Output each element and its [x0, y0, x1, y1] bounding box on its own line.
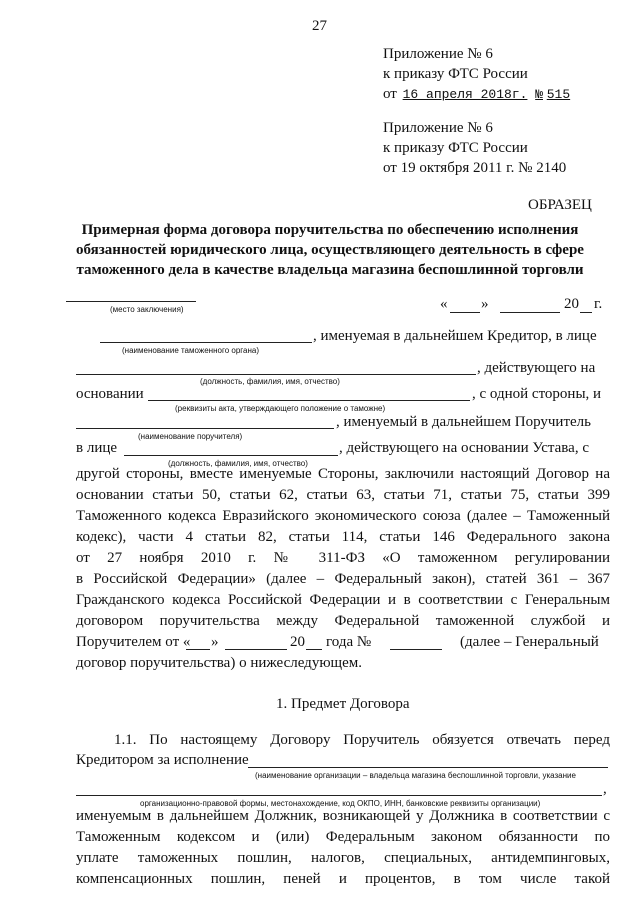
date-year-prefix: 20: [564, 296, 579, 312]
body-line3-start: основании: [76, 386, 144, 402]
caption-official-name: (должность, фамилия, имя, отчество): [200, 377, 340, 386]
general-contract-year-blank: [306, 649, 322, 650]
general-contract-month-blank: [225, 649, 287, 650]
sample-label: ОБРАЗЕЦ: [528, 197, 592, 213]
official-name-blank: [76, 374, 476, 375]
body-line5-end: , действующего на основании Устава, с: [339, 440, 589, 456]
date-day-blank: [450, 312, 480, 313]
general-contract-day-blank: [186, 649, 210, 650]
section1-line: компенсационных пошлин, пеней и процентов, в том числе такой: [76, 871, 610, 887]
paragraph-line: договором поручительства между Федеральной таможенной службой и: [76, 613, 610, 629]
appendix-new-prefix: от: [383, 86, 397, 102]
paragraph-line9-start: Поручителем от «: [76, 634, 191, 650]
appendix-old-line3: от 19 октября 2011 г. № 2140: [383, 160, 567, 176]
section1-heading: 1. Предмет Договора: [276, 696, 410, 712]
guarantor-blank: [76, 428, 334, 429]
debtor-details-blank: [76, 795, 602, 796]
paragraph-line9-number: года №: [326, 634, 372, 650]
title-line3: таможенного дела в качестве владельца магазина беспошлинной торговли: [76, 262, 584, 278]
date-open-quote: «: [440, 296, 448, 312]
section1-line: уплате таможенных пошлин, налогов, специальных, антидемпинговых,: [76, 850, 610, 866]
paragraph-line9-close-quote: »: [211, 634, 219, 650]
section1-line: именуемым в дальнейшем Должник, возникающей у Должника в соответствии с: [76, 808, 610, 824]
paragraph-line: кодекс), части 4 статьи 82, статьи 114, статьи 146 Федерального закона: [76, 529, 610, 545]
section1-line: Таможенным кодексом и (или) Федеральным законом обязанности по: [76, 829, 610, 845]
caption-representative: (должность, фамилия, имя, отчество): [168, 459, 308, 468]
title-line1: Примерная форма договора поручительства по обеспечению исполнения: [81, 222, 579, 238]
page-number: 27: [312, 18, 327, 34]
caption-guarantor: (наименование поручителя): [138, 432, 243, 441]
place-caption: (место заключения): [110, 305, 184, 314]
appendix-new-number: 515: [546, 87, 571, 102]
paragraph-line: основании статьи 50, статьи 62, статьи 63, статьи 71, статьи 75, статьи 399: [76, 487, 610, 503]
paragraph-line: от 27 ноября 2010 г. № 311-ФЗ «О таможенном регулировании: [76, 550, 610, 566]
date-close-quote: »: [481, 296, 489, 312]
caption-decree: (реквизиты акта, утверждающего положение о таможне): [175, 404, 386, 413]
section1-clause-line2: Кредитором за исполнение: [76, 752, 249, 768]
place-blank: [66, 301, 196, 302]
caption-debtor-details: организационно-правовой формы, местонахождение, код ОКПО, ИНН, банковские реквизиты организации): [140, 799, 541, 808]
debtor-name-blank: [248, 767, 608, 768]
appendix-new-num-sign: №: [535, 87, 543, 102]
body-line4: , именуемый в дальнейшем Поручитель: [336, 414, 591, 430]
appendix-new-line2: к приказу ФТС России: [383, 66, 528, 82]
date-year-suffix: г.: [594, 296, 603, 312]
paragraph-line: Гражданского кодекса Российской Федерации и в соответствии с Генеральным: [76, 592, 610, 608]
appendix-new-date: 16 апреля 2018г.: [402, 87, 528, 102]
appendix-old-line2: к приказу ФТС России: [383, 140, 528, 156]
section1-clause-line1: 1.1. По настоящему Договору Поручитель обязуется отвечать перед: [114, 732, 610, 748]
caption-customs-body: (наименование таможенного органа): [122, 346, 259, 355]
paragraph-line: другой стороны, вместе именуемые Стороны, заключили настоящий Договор на: [76, 466, 610, 482]
caption-debtor-name: (наименование организации – владельца магазина беспошлинной торговли, указание: [255, 771, 576, 780]
body-line3-end: , с одной стороны, и: [472, 386, 602, 402]
date-month-blank: [500, 312, 560, 313]
debtor-details-comma: ,: [603, 781, 607, 797]
paragraph-line10: договор поручительства) о нижеследующем.: [76, 655, 362, 671]
body-line5-start: в лице: [76, 440, 118, 456]
paragraph-line9-year: 20: [290, 634, 305, 650]
title-line2: обязанностей юридического лица, осуществляющего деятельность в сфере: [76, 242, 584, 258]
body-line1: , именуемая в дальнейшем Кредитор, в лице: [313, 328, 597, 344]
appendix-new-line3: [383, 86, 588, 103]
representative-blank: [124, 455, 338, 456]
date-year-blank: [580, 312, 592, 313]
appendix-new-line1: Приложение № 6: [383, 46, 493, 62]
decree-blank: [148, 400, 470, 401]
paragraph-line9-end: (далее – Генеральный: [460, 634, 599, 650]
paragraph-line: Таможенного кодекса Евразийского экономического союза (далее – Таможенный: [76, 508, 610, 524]
customs-body-blank: [100, 342, 312, 343]
appendix-old-line1: Приложение № 6: [383, 120, 493, 136]
general-contract-number-blank: [390, 649, 442, 650]
body-line2: , действующего на: [477, 360, 596, 376]
paragraph-line: в Российской Федерации» (далее – Федеральный закон), статей 361 – 367: [76, 571, 610, 587]
